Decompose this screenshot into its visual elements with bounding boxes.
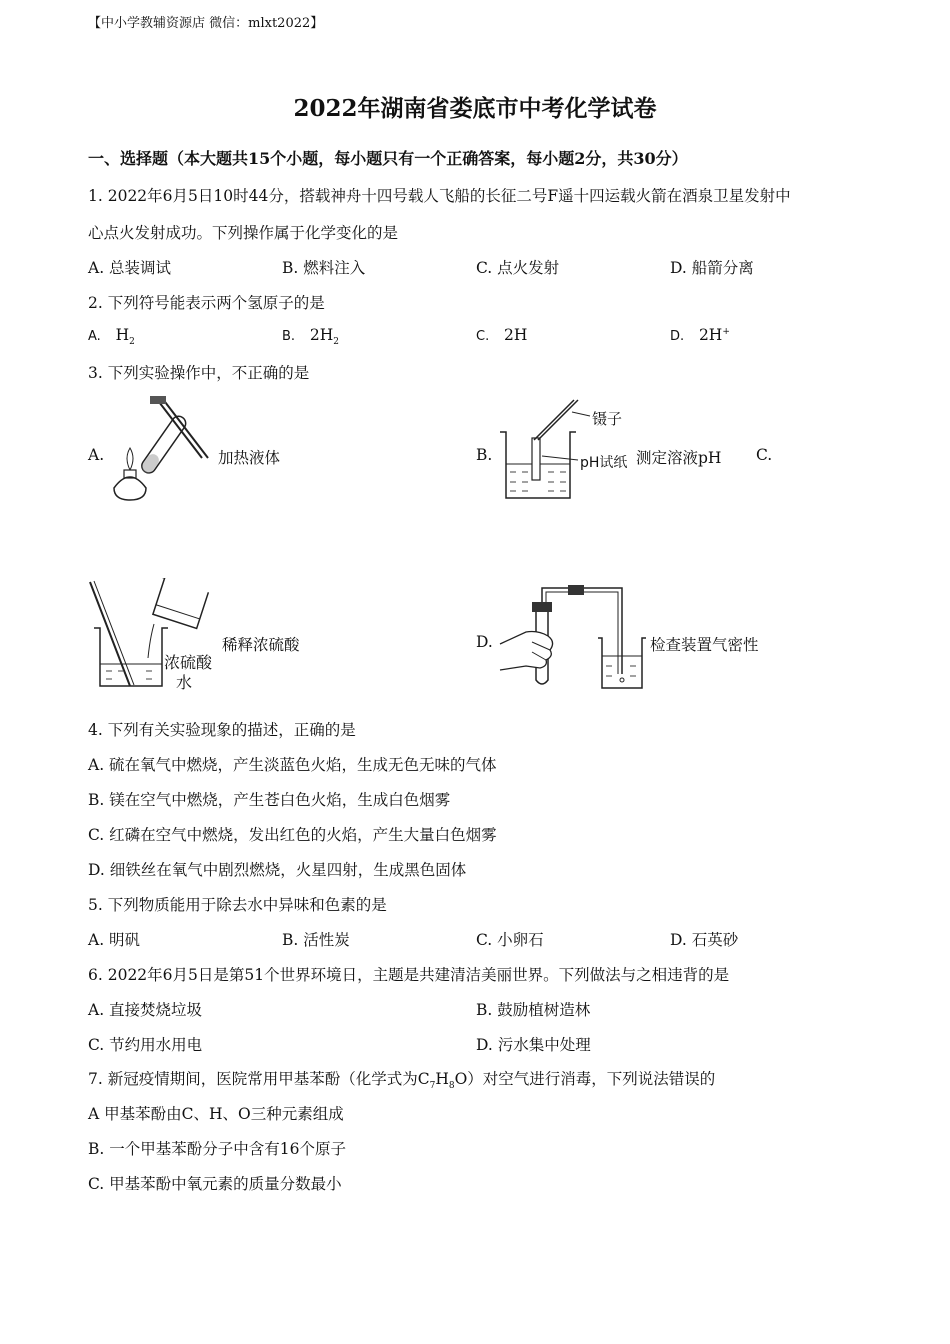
heating-liquid-figure — [104, 396, 216, 504]
q4-option-d: D. 细铁丝在氧气中剧烈燃烧，火星四射，生成黑色固体 — [88, 861, 467, 879]
q7-option-b: B. 一个甲基苯酚分子中含有16个原子 — [88, 1140, 346, 1158]
q4-option-a: A. 硫在氧气中燃烧，产生淡蓝色火焰，生成无色无味的气体 — [88, 756, 497, 774]
q3-option-b-text: 测定溶液pH — [636, 449, 722, 467]
q2-option-b-label: B. — [282, 329, 296, 344]
q6-option-a: A. 直接焚烧垃圾 — [88, 1001, 203, 1019]
q1-option-a: A. 总装调试 — [88, 259, 172, 277]
q3-option-c-label: C. — [756, 446, 773, 464]
q5-option-a: A. 明矾 — [88, 931, 141, 949]
page-title: 2022年湖南省娄底市中考化学试卷 — [293, 95, 657, 122]
page-header: 【中小学教辅资源店 微信：mlxt2022】 — [88, 16, 324, 31]
q3-option-d-label: D. — [476, 633, 493, 651]
q6-option-d: D. 污水集中处理 — [476, 1036, 591, 1054]
q3-stem: 3. 下列实验操作中，不正确的是 — [88, 364, 310, 382]
q7-stem: 7. 新冠疫情期间，医院常用甲基苯酚（化学式为$C_7H_8O$）对空气进行消毒，下列说法错误的 — [88, 1070, 716, 1092]
dilute-acid-figure — [88, 578, 216, 690]
q1-option-b: B. 燃料注入 — [282, 259, 366, 277]
q2-option-d — [670, 326, 730, 344]
q5-option-b: B. 活性炭 — [282, 931, 350, 949]
q3-option-d-text: 检查装置气密性 — [650, 636, 759, 654]
tweezers-label: 镊子 — [592, 410, 623, 428]
q3-option-a-label: A. — [88, 446, 105, 464]
q2-option-c — [476, 326, 527, 344]
q7-option-a: A 甲基苯酚由C、H、O三种元素组成 — [88, 1105, 344, 1123]
q2-option-b-formula: $2H_2$ — [309, 326, 339, 348]
q6-stem: 6. 2022年6月5日是第51个世界环境日，主题是共建清洁美丽世界。下列做法与之相违背的是 — [88, 966, 730, 984]
ph-paper-label: pH试纸 — [580, 455, 628, 471]
q2-option-a-label: A. — [88, 329, 101, 344]
q1-stem-line1: 1. 2022年6月5日10时44分，搭载神舟十四号载人飞船的长征二号F遥十四运载火箭在酒泉卫星发射中 — [88, 187, 791, 205]
q2-option-c-label: C. — [476, 329, 490, 344]
q2-option-a — [88, 326, 135, 347]
q2-stem: 2. 下列符号能表示两个氢原子的是 — [88, 294, 325, 312]
q5-option-c: C. 小卵石 — [476, 931, 544, 949]
q2-option-d-formula: 2H+ — [698, 326, 730, 344]
concentrated-acid-label: 浓硫酸 — [164, 653, 213, 672]
q2-option-b — [282, 326, 339, 347]
q6-option-c: C. 节约用水用电 — [88, 1036, 203, 1054]
q4-stem: 4. 下列有关实验现象的描述，正确的是 — [88, 721, 356, 739]
q1-stem-line2: 心点火发射成功。下列操作属于化学变化的是 — [88, 224, 399, 242]
section-heading: 一、选择题（本大题共15个小题，每小题只有一个正确答案，每小题2分，共30分） — [88, 149, 688, 168]
q2-option-d-label: D. — [670, 329, 685, 344]
q3-option-b-label: B. — [476, 446, 493, 464]
q1-option-c: C. 点火发射 — [476, 259, 560, 277]
water-label: 水 — [176, 673, 193, 692]
airtightness-check-figure — [498, 580, 648, 692]
q5-option-d: D. 石英砂 — [670, 931, 739, 949]
q7-option-c: C. 甲基苯酚中氧元素的质量分数最小 — [88, 1175, 342, 1193]
q6-option-b: B. 鼓励植树造林 — [476, 1001, 591, 1019]
q5-stem: 5. 下列物质能用于除去水中异味和色素的是 — [88, 896, 387, 914]
q1-option-d: D. 船箭分离 — [670, 259, 754, 277]
q4-option-b: B. 镁在空气中燃烧，产生苍白色火焰，生成白色烟雾 — [88, 791, 451, 809]
q2-option-c-formula: 2H — [504, 326, 528, 344]
q3-option-c-text: 稀释浓硫酸 — [222, 636, 300, 654]
q4-option-c: C. 红磷在空气中燃烧，发出红色的火焰，产生大量白色烟雾 — [88, 826, 497, 844]
q3-option-a-text: 加热液体 — [218, 449, 281, 467]
q2-option-a-formula: $H_2$ — [115, 326, 135, 348]
